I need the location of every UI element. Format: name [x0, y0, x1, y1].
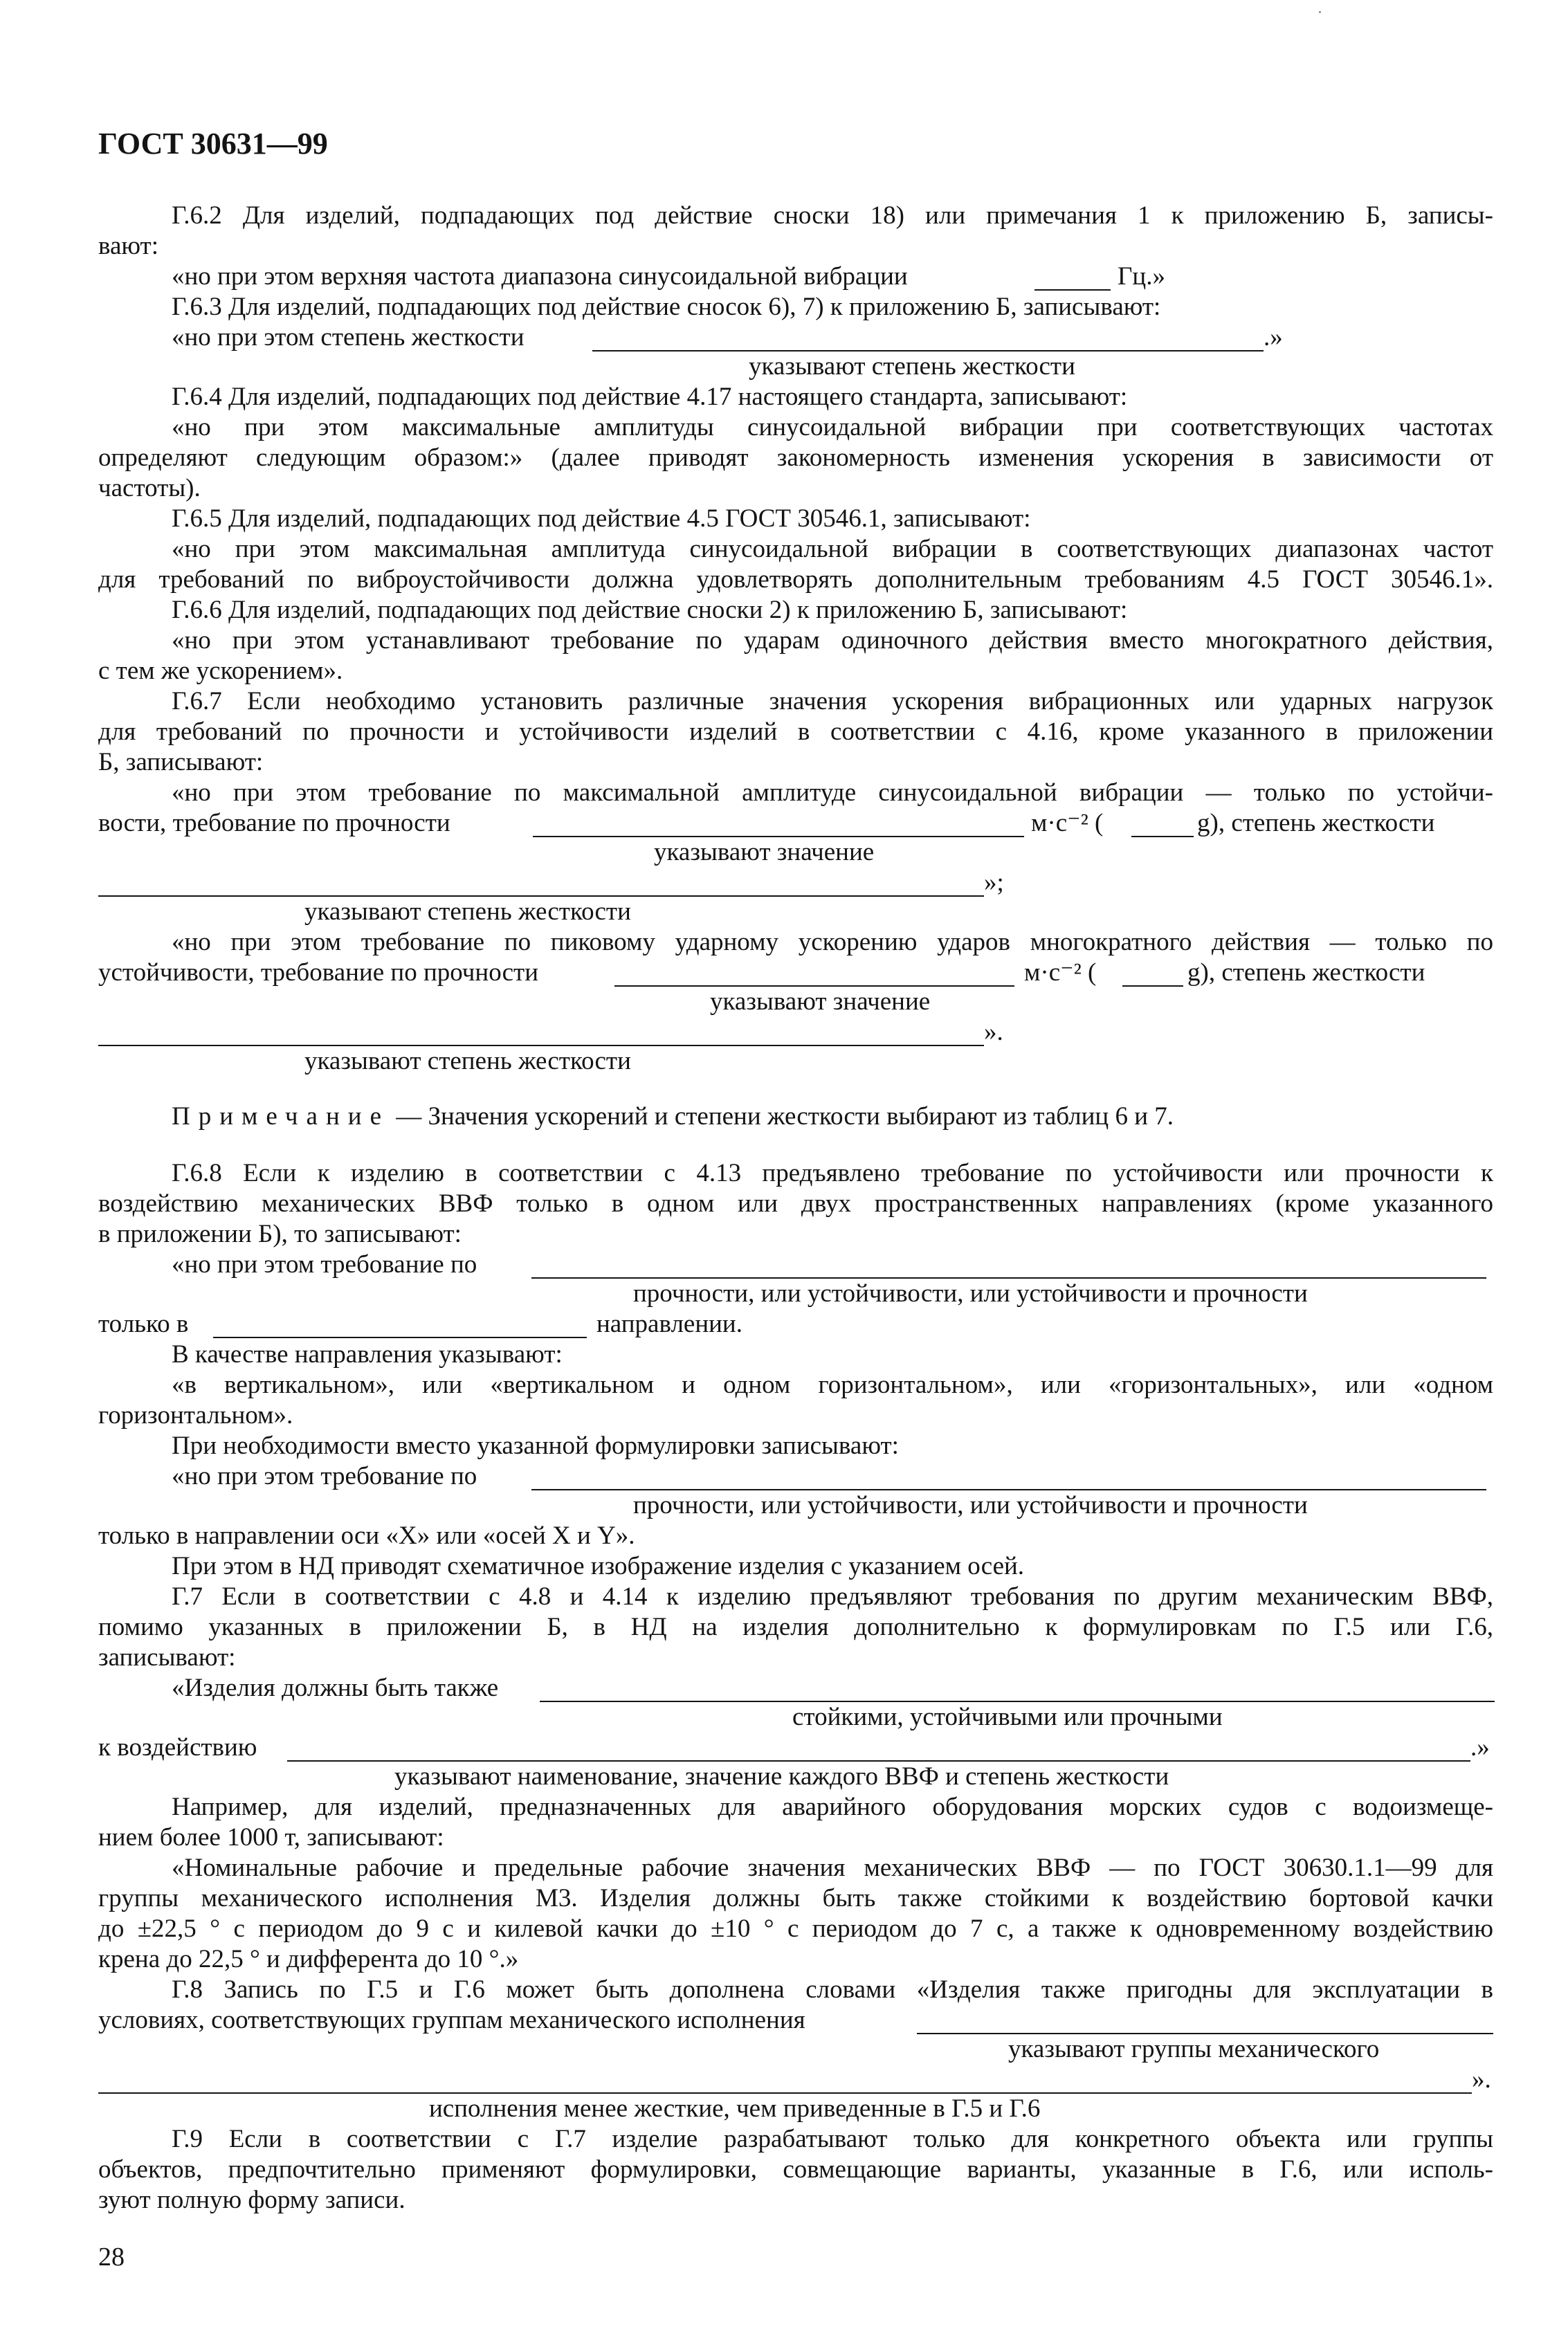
clause-g7-line7: нием более 1000 т, записывают:	[98, 1823, 444, 1852]
caption-severity-2: указывают степень жесткости	[304, 897, 631, 926]
clause-g7-line9: группы механического исполнения М3. Изделия должны быть также стойкими к воздействию бортовой качки	[98, 1884, 1493, 1912]
clause-g65-line3: для требований по виброустойчивости должна удовлетворять дополнительным требованиям 4.5 ГОСТ 30546.1».	[98, 565, 1493, 594]
clause-g68-line4: «но при этом требование по	[172, 1250, 477, 1279]
clause-g8-line1: Г.8 Запись по Г.5 и Г.6 может быть дополнена словами «Изделия также пригодны для эксплуатации в	[172, 1975, 1493, 2004]
clause-g8-line2: условиях, соответствующих группам механического исполнения	[98, 2006, 805, 2034]
clause-g67-close: »;	[984, 868, 1004, 897]
clause-g7-close: .»	[1470, 1733, 1490, 1762]
clause-g8-close: ».	[1472, 2065, 1491, 2094]
unit-ms2-2: м·с⁻² (	[1024, 958, 1097, 987]
clause-g68-line10: «но при этом требование по	[172, 1462, 477, 1490]
clause-g9-line2: объектов, предпочтительно применяют формулировки, совмещающие варианты, указанные в Г.6, или исполь-	[98, 2155, 1493, 2184]
clause-g67-line1: Г.6.7 Если необходимо установить различные значения ускорения вибрационных или ударных нагрузок	[172, 687, 1493, 715]
clause-g62-line1: Г.6.2 Для изделий, подпадающих под действие сноски 18) или примечания 1 к приложению Б, записы-	[172, 201, 1493, 230]
clause-g7-line8: «Номинальные рабочие и предельные рабочие значения механических ВВФ — по ГОСТ 30630.1.1—99 для	[172, 1854, 1493, 1882]
clause-g68-direction: направлении.	[596, 1310, 742, 1338]
clause-g68-line5: только в	[98, 1310, 189, 1338]
blank-direction	[213, 1337, 587, 1338]
caption-factor: указывают наименование, значение каждого ВВФ и степень жесткости	[394, 1762, 1169, 1791]
clause-g68-line3: в приложении Б), то записывают:	[98, 1220, 462, 1248]
clause-g7-line1: Г.7 Если в соответствии с 4.8 и 4.14 к изделию предъявляют требования по другим механическим ВВФ,	[172, 1582, 1493, 1611]
clause-g62-line2: вают:	[98, 232, 159, 260]
clause-g64-line2: «но при этом максимальные амплитуды синусоидальной вибрации при соответствующих частотах	[172, 413, 1493, 441]
clause-g64-line4: частоты).	[98, 474, 201, 502]
clause-g7-line10: до ±22,5 ° с периодом до 9 с и килевой качки до ±10 ° с периодом до 7 с, а также к одновременному воздействию	[98, 1915, 1493, 1943]
caption-value-2: указывают значение	[710, 987, 931, 1016]
caption-severity: указывают степень жесткости	[749, 352, 1075, 381]
note	[172, 1102, 1174, 1132]
caption-resistance: стойкими, устойчивыми или прочными	[792, 1703, 1223, 1731]
clause-g67-line7: устойчивости, требование по прочности	[98, 958, 539, 987]
caption-severity-3: указывают степень жесткости	[304, 1047, 631, 1075]
clause-g7-line2: помимо указанных в приложении Б, в НД на изделия дополнительно к формулировкам по Г.5 или Г.6,	[98, 1613, 1493, 1641]
caption-requirement: прочности, или устойчивости, или устойчивости и прочности	[633, 1279, 1308, 1308]
clause-g67-line2: для требований по прочности и устойчивости изделий в соответствии с 4.16, кроме указанного в приложении	[98, 718, 1493, 746]
clause-g9-line1: Г.9 Если в соответствии с Г.7 изделие разрабатывают только для конкретного объекта или группы	[172, 2125, 1493, 2153]
caption-groups-1: указывают группы механического	[1008, 2035, 1380, 2063]
clause-g67-close-2: ».	[984, 1018, 1003, 1046]
caption-value: указывают значение	[654, 838, 875, 866]
clause-g68-line7: «в вертикальном», или «вертикальном и одном горизонтальном», или «горизонтальных», или «одном	[172, 1371, 1493, 1399]
note-label: Примечание	[172, 1102, 390, 1131]
unit-ms2: м·с⁻² (	[1031, 809, 1104, 837]
note-text: — Значения ускорений и степени жесткости выбирают из таблиц 6 и 7.	[396, 1102, 1174, 1131]
caption-groups-2: исполнения менее жесткие, чем приведенные в Г.5 и Г.6	[429, 2094, 1041, 2123]
clause-g68-line9: При необходимости вместо указанной формулировки записывают:	[172, 1432, 899, 1460]
clause-g67-line4: «но при этом требование по максимальной амплитуде синусоидальной вибрации — только по устойчи-	[172, 778, 1493, 807]
clause-g7-line11: крена до 22,5 ° и дифферента до 10 °.»	[98, 1945, 519, 1973]
clause-g7-line4: «Изделия должны быть также	[172, 1674, 499, 1702]
clause-g7-line5: к воздействию	[98, 1733, 257, 1762]
scan-speck	[1319, 11, 1321, 13]
clause-g63-end: .»	[1264, 323, 1283, 351]
clause-g68-line1: Г.6.8 Если к изделию в соответствии с 4.13 предъявлено требование по устойчивости или прочности к	[172, 1159, 1493, 1187]
clause-g66-line2: «но при этом устанавливают требование по ударам одиночного действия вместо многократного действия,	[172, 626, 1493, 655]
clause-g67-severity-label: g), степень жесткости	[1197, 809, 1435, 837]
clause-g67-severity-label-2: g), степень жесткости	[1187, 958, 1425, 987]
clause-g68-line11: только в направлении оси «X» или «осей X и Y».	[98, 1522, 635, 1550]
clause-g64-line3: определяют следующим образом:» (далее приводят закономерность изменения ускорения в зависимости от	[98, 444, 1493, 472]
clause-g66-line3: с тем же ускорением».	[98, 657, 343, 685]
clause-g63-line1: Г.6.3 Для изделий, подпадающих под действие сносок 6), 7) к приложению Б, записывают:	[172, 293, 1161, 321]
clause-g64-line1: Г.6.4 Для изделий, подпадающих под действие 4.17 настоящего стандарта, записывают:	[172, 383, 1128, 411]
clause-g68-line12: При этом в НД приводят схематичное изображение изделия с указанием осей.	[172, 1552, 1025, 1580]
clause-g67-line3: Б, записывают:	[98, 748, 264, 776]
page-number: 28	[98, 2243, 125, 2272]
clause-g62-line3: «но при этом верхняя частота диапазона синусоидальной вибрации	[172, 262, 908, 291]
clause-g65-line2: «но при этом максимальная амплитуда синусоидальной вибрации в соответствующих диапазонах частот	[172, 535, 1493, 563]
clause-g63-line2: «но при этом степень жесткости	[172, 323, 525, 351]
clause-g67-line6: «но при этом требование по пиковому ударному ускорению ударов многократного действия — только по	[172, 928, 1493, 956]
blank-g-value	[1131, 836, 1194, 837]
clause-g68-line8: горизонтальном».	[98, 1401, 293, 1430]
clause-g7-line3: записывают:	[98, 1643, 236, 1672]
clause-g7-line6: Например, для изделий, предназначенных для аварийного оборудования морских судов с водоизмеще-	[172, 1793, 1493, 1821]
clause-g68-line2: воздействию механических ВВФ только в одном или двух пространственных направлениях (кроме указанного	[98, 1189, 1493, 1218]
clause-g68-line6: В качестве направления указывают:	[172, 1340, 563, 1369]
blank-frequency	[1034, 289, 1111, 291]
clause-g65-line1: Г.6.5 Для изделий, подпадающих под действие 4.5 ГОСТ 30546.1, записывают:	[172, 504, 1031, 533]
clause-g66-line1: Г.6.6 Для изделий, подпадающих под действие сноски 2) к приложению Б, записывают:	[172, 596, 1128, 624]
blank-g-value-2	[1122, 985, 1183, 987]
page-header-title: ГОСТ 30631—99	[98, 127, 328, 161]
clause-g67-line5: вости, требование по прочности	[98, 809, 450, 837]
clause-g9-line3: зуют полную форму записи.	[98, 2186, 405, 2214]
clause-g62-unit: Гц.»	[1118, 262, 1165, 291]
caption-requirement-2: прочности, или устойчивости, или устойчивости и прочности	[633, 1491, 1308, 1519]
